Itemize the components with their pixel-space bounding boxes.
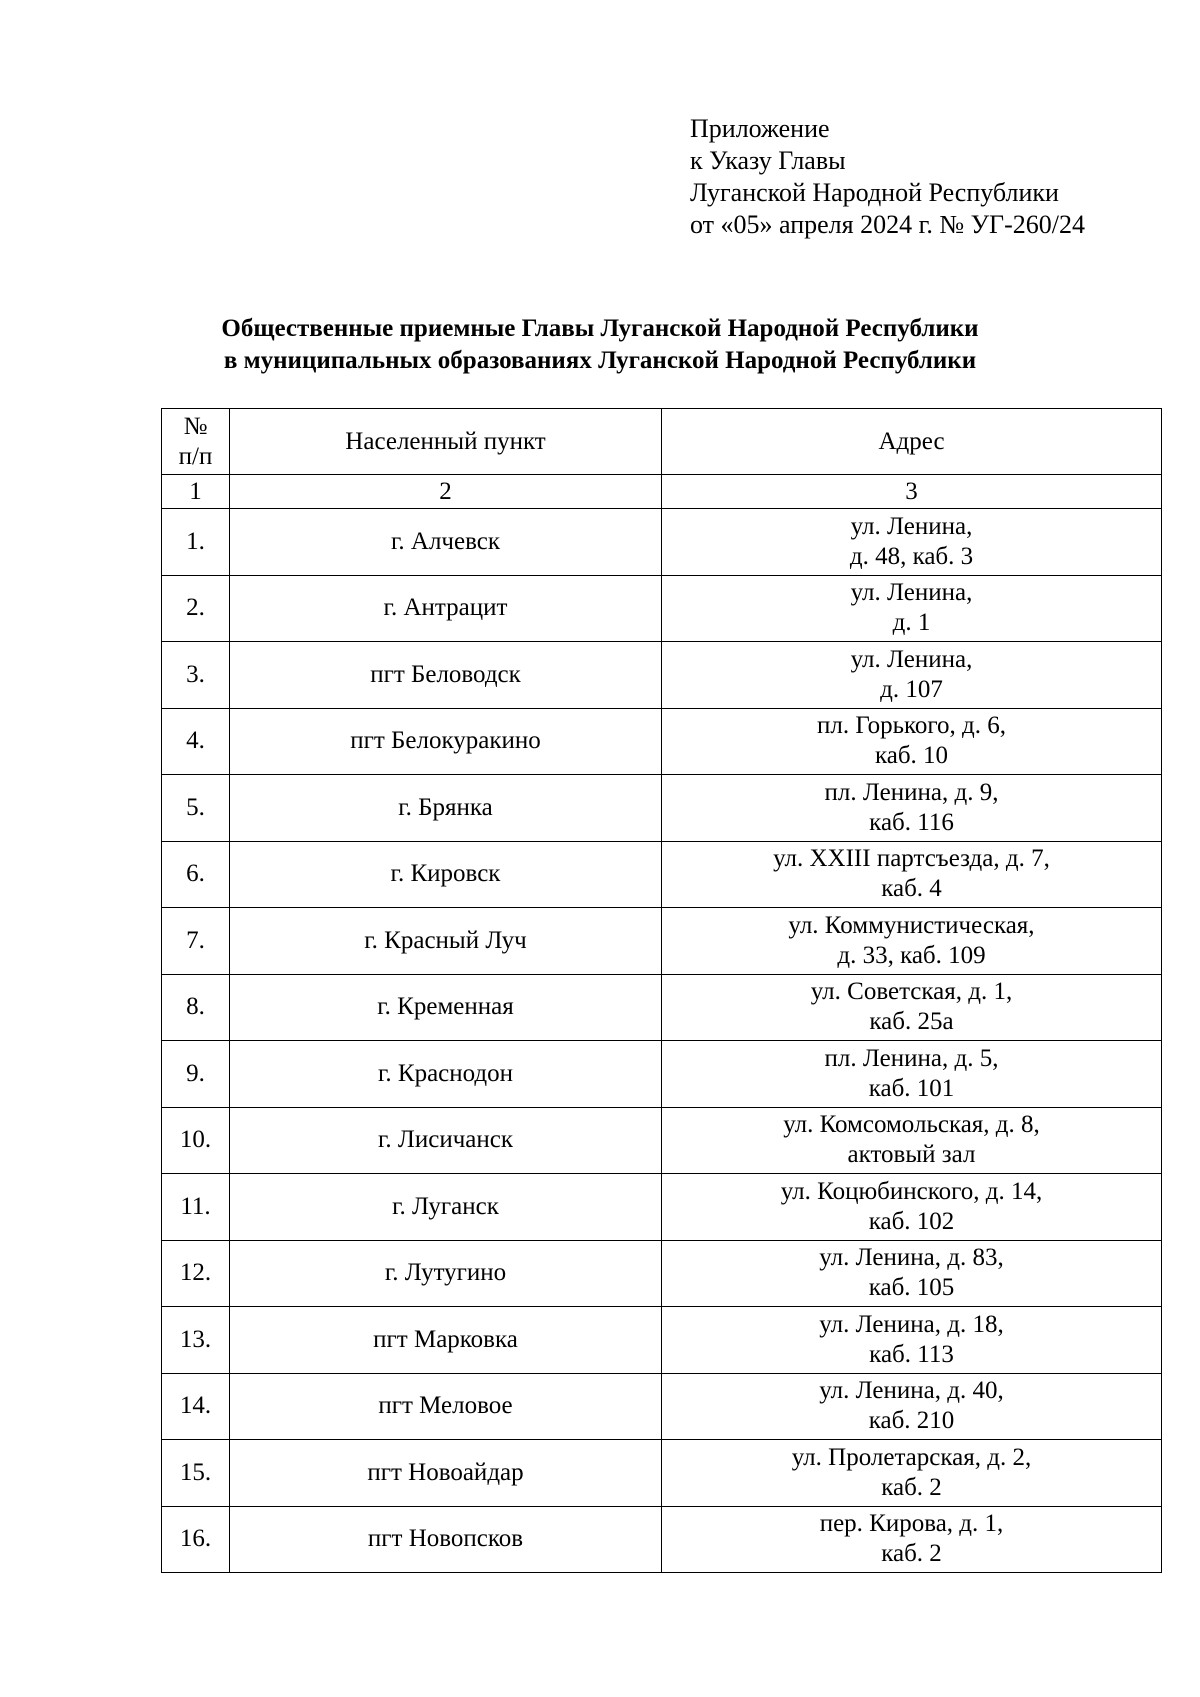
row-number: 2. (162, 575, 230, 642)
address-line: пер. Кирова, д. 1, (819, 1510, 1004, 1538)
address-line: каб. 105 (868, 1274, 955, 1302)
table-row (162, 1440, 1162, 1507)
row-place: пгт Марковка (230, 1307, 662, 1374)
row-address (662, 1174, 1162, 1241)
table-row (162, 1107, 1162, 1174)
appendix-line: к Указу Главы (690, 146, 846, 175)
address-line: ул. Ленина, (850, 645, 973, 673)
address-line: ул. Ленина, (850, 579, 973, 607)
column-number-row (162, 475, 1162, 509)
document-title (0, 313, 1200, 377)
row-place: г. Краснодон (230, 1041, 662, 1108)
row-address (662, 509, 1162, 576)
row-place: г. Лисичанск (230, 1107, 662, 1174)
row-number: 15. (162, 1440, 230, 1507)
row-number: 14. (162, 1373, 230, 1440)
row-address (662, 1307, 1162, 1374)
column-number: 1 (162, 475, 230, 509)
address-line: ул. Комсомольская, д. 8, (783, 1111, 1040, 1139)
table-row (162, 1307, 1162, 1374)
table-row (162, 1373, 1162, 1440)
row-address (662, 1440, 1162, 1507)
address-line: д. 107 (880, 675, 943, 703)
address-line: д. 48, каб. 3 (849, 542, 974, 570)
row-address (662, 642, 1162, 709)
title-line: Общественные приемные Главы Луганской Народной Республики (221, 315, 979, 342)
table-row (162, 509, 1162, 576)
row-number: 8. (162, 974, 230, 1041)
address-line: ул. Советская, д. 1, (810, 978, 1013, 1006)
title-line: в муниципальных образованиях Луганской Народной Республики (223, 347, 977, 374)
row-address (662, 1373, 1162, 1440)
row-number: 4. (162, 708, 230, 775)
address-line: пл. Ленина, д. 5, (824, 1044, 999, 1072)
row-number: 13. (162, 1307, 230, 1374)
row-address (662, 1107, 1162, 1174)
row-number: 7. (162, 908, 230, 975)
row-address (662, 775, 1162, 842)
row-address (662, 575, 1162, 642)
address-line: каб. 2 (881, 1540, 942, 1568)
header-number-line: п/п (178, 442, 213, 470)
address-line: каб. 101 (868, 1074, 955, 1102)
address-line: д. 1 (892, 609, 931, 637)
table-row (162, 708, 1162, 775)
table-body (162, 509, 1162, 1573)
row-number: 16. (162, 1506, 230, 1573)
row-address (662, 908, 1162, 975)
row-place: г. Луганск (230, 1174, 662, 1241)
row-place: пгт Беловодск (230, 642, 662, 709)
address-line: ул. Ленина, д. 40, (819, 1377, 1004, 1405)
header-number-line: № (183, 412, 208, 440)
column-number: 2 (230, 475, 662, 509)
address-line: каб. 10 (874, 742, 949, 770)
row-number: 12. (162, 1240, 230, 1307)
row-place: пгт Новопсков (230, 1506, 662, 1573)
address-line: ул. Коцюбинского, д. 14, (780, 1177, 1043, 1205)
table-row (162, 908, 1162, 975)
row-address (662, 974, 1162, 1041)
address-line: каб. 116 (869, 808, 954, 836)
row-address (662, 841, 1162, 908)
table-row (162, 841, 1162, 908)
address-line: актовый зал (847, 1141, 976, 1169)
table-row (162, 575, 1162, 642)
address-line: пл. Горького, д. 6, (817, 712, 1006, 740)
row-place: г. Антрацит (230, 575, 662, 642)
row-number: 10. (162, 1107, 230, 1174)
appendix-line: Луганской Народной Республики (690, 178, 1059, 207)
row-place: г. Брянка (230, 775, 662, 842)
row-place: г. Алчевск (230, 509, 662, 576)
row-place: г. Кременная (230, 974, 662, 1041)
table-row (162, 974, 1162, 1041)
address-line: каб. 4 (881, 875, 942, 903)
row-place: г. Лутугино (230, 1240, 662, 1307)
table-row (162, 1041, 1162, 1108)
reception-table (161, 408, 1162, 1573)
address-line: каб. 102 (868, 1207, 955, 1235)
table-row (162, 1174, 1162, 1241)
table-row (162, 775, 1162, 842)
table-header-row (162, 409, 1162, 475)
address-line: д. 33, каб. 109 (837, 941, 986, 969)
row-place: пгт Меловое (230, 1373, 662, 1440)
row-number: 1. (162, 509, 230, 576)
header-number (162, 409, 230, 475)
row-number: 9. (162, 1041, 230, 1108)
address-line: ул. Ленина, д. 18, (819, 1310, 1004, 1338)
row-address (662, 1240, 1162, 1307)
header-address: Адрес (662, 409, 1162, 475)
address-line: каб. 210 (868, 1407, 955, 1435)
table-row (162, 1506, 1162, 1573)
appendix-header (690, 113, 1085, 241)
address-line: каб. 25а (869, 1008, 954, 1036)
header-place: Населенный пункт (230, 409, 662, 475)
row-place: г. Кировск (230, 841, 662, 908)
address-line: ул. Ленина, д. 83, (819, 1244, 1004, 1272)
row-place: пгт Белокуракино (230, 708, 662, 775)
address-line: ул. Коммунистическая, (788, 911, 1035, 939)
row-place: г. Красный Луч (230, 908, 662, 975)
row-number: 5. (162, 775, 230, 842)
address-line: пл. Ленина, д. 9, (824, 778, 999, 806)
row-place: пгт Новоайдар (230, 1440, 662, 1507)
table-row (162, 1240, 1162, 1307)
column-number: 3 (662, 475, 1162, 509)
address-line: каб. 2 (881, 1473, 942, 1501)
address-line: каб. 113 (869, 1340, 954, 1368)
table-row (162, 642, 1162, 709)
row-address (662, 708, 1162, 775)
address-line: ул. Пролетарская, д. 2, (791, 1443, 1032, 1471)
appendix-line: от «05» апреля 2024 г. № УГ-260/24 (690, 210, 1085, 239)
row-address (662, 1041, 1162, 1108)
appendix-line: Приложение (690, 114, 830, 143)
row-number: 11. (162, 1174, 230, 1241)
address-line: ул. Ленина, (850, 512, 973, 540)
row-number: 3. (162, 642, 230, 709)
row-address (662, 1506, 1162, 1573)
address-line: ул. XXIII партсъезда, д. 7, (773, 845, 1050, 873)
row-number: 6. (162, 841, 230, 908)
